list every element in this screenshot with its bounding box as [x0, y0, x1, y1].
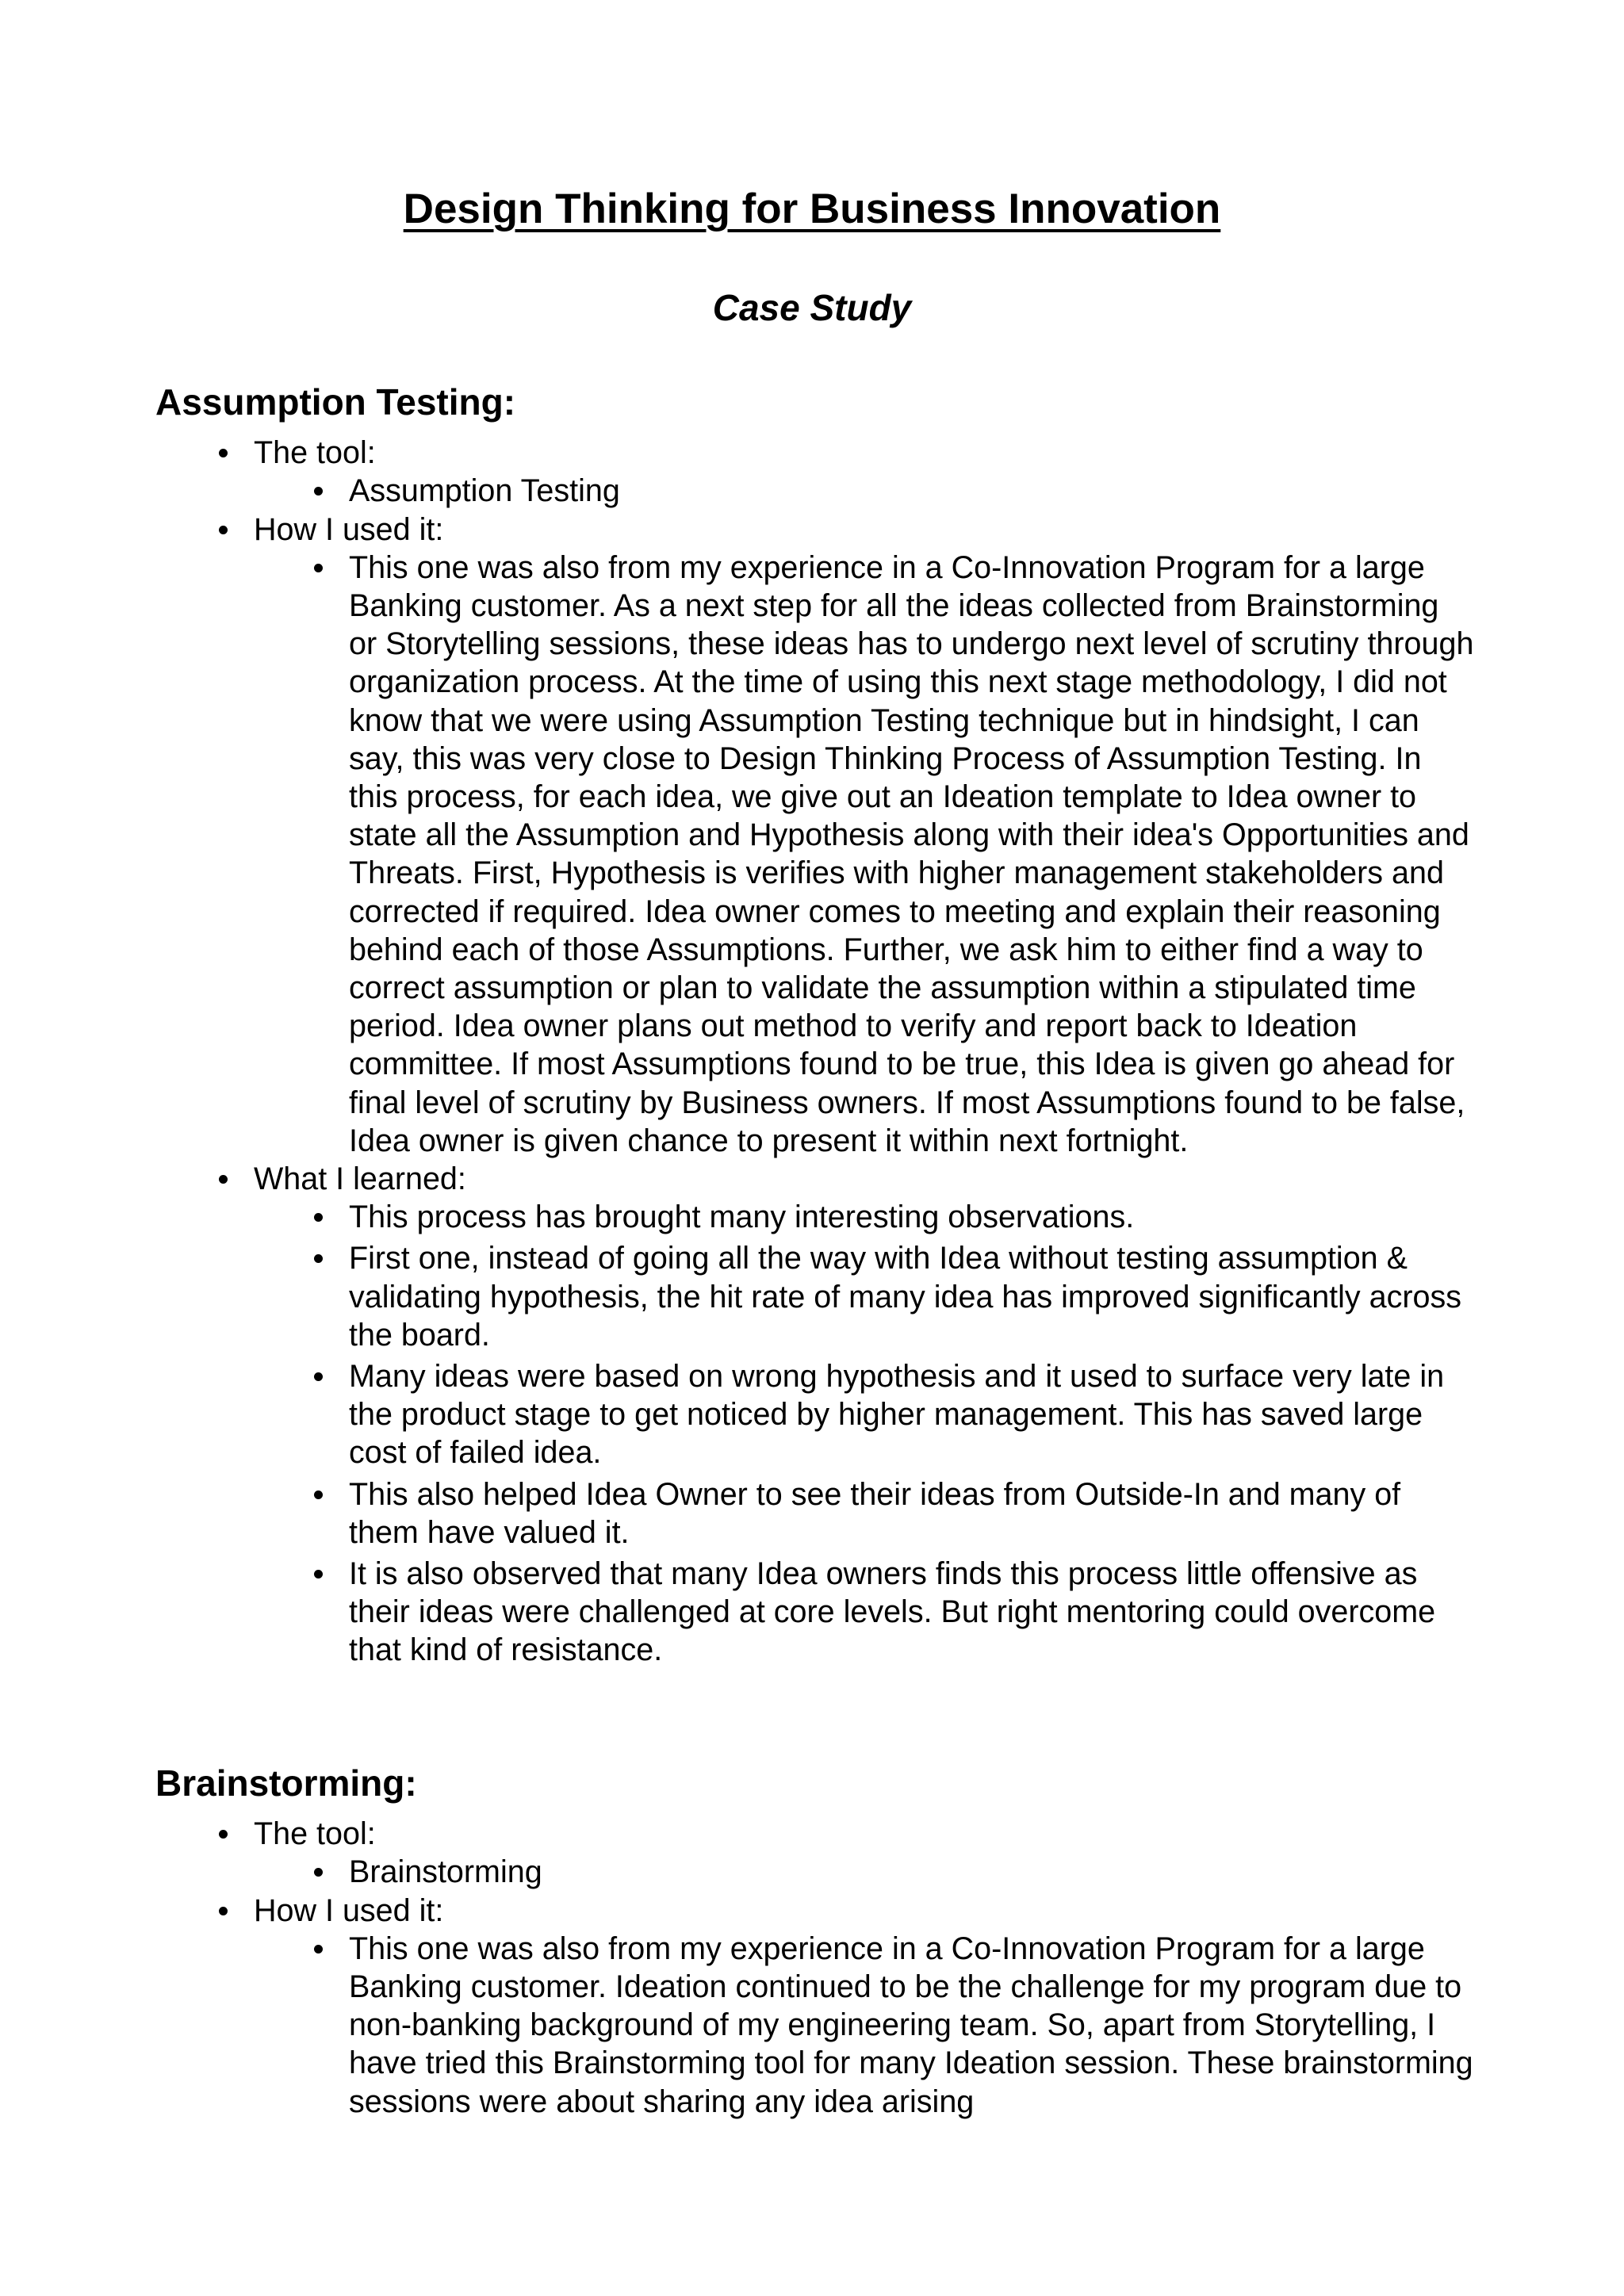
- section-heading: Assumption Testing:: [155, 381, 516, 423]
- sub-list: [254, 472, 1519, 510]
- sub-list: [254, 1853, 1519, 1891]
- list-item-used-label: [155, 1892, 1519, 2121]
- list-item-used-label: [155, 511, 1519, 1160]
- list-item-learned: [155, 1198, 1519, 1236]
- sub-list: [254, 1930, 1519, 2121]
- list-item-text: This one was also from my experience in a Co-Innovation Program for a large Banking customer. Ideation continued to be the challenge for my program due to non-banking background of my engineering team. So, apart from Storytelling, I have tried this Brainstorming tool for many Ideation session. These brainstorming sessions were about sharing any idea arising: [349, 1931, 1473, 2119]
- list-item-tool-label: [155, 1815, 1519, 1891]
- list-item-tool-value: [155, 1853, 1519, 1891]
- document-subtitle: Case Study: [712, 287, 912, 328]
- list-item-text: This one was also from my experience in a Co-Innovation Program for a large Banking customer. As a next step for all the ideas collected from Brainstorming or Storytelling sessions, these ideas has to undergo next level of scrutiny through organization process. At the time of using this next stage methodology, I did not know that we were using Assumption Testing technique but in hindsight, I can say, this was very close to Design Thinking Process of Assumption Testing. In this process, for each idea, we give out an Ideation template to Idea owner to state all the Assumption and Hypothesis along with their idea's Opportunities and Threats. First, Hypothesis is verifies with higher management stakeholders and corrected if required. Idea owner comes to meeting and explain their reasoning behind each of those Assumptions. Further, we ask him to either find a way to correct assumption or plan to validate the assumption within a stipulated time period. Idea owner plans out method to verify and report back to Ideation committee. If most Assumptions found to be true, this Idea is given go ahead for final level of scrutiny by Business owners. If most Assumptions found to be false, Idea owner is given chance to present it within next fortnight.: [349, 549, 1474, 1158]
- list-item-text: How I used it:: [254, 1892, 444, 1928]
- section-list: [155, 1815, 1519, 2121]
- list-item-learned: [155, 1475, 1519, 1552]
- list-item-learned: [155, 1555, 1519, 1670]
- list-item-used-text: [155, 549, 1519, 1160]
- list-item-used-text: [155, 1930, 1519, 2121]
- section-heading: Brainstorming:: [155, 1762, 417, 1804]
- list-item-tool-label: [155, 434, 1519, 510]
- list-item-text: First one, instead of going all the way with Idea without testing assumption & validating hypothesis, the hit rate of many idea has improved significantly across the board.: [349, 1241, 1461, 1353]
- list-item-tool-value: [155, 472, 1519, 510]
- list-item-text: What I learned:: [254, 1161, 466, 1197]
- list-item-learned-label: [155, 1160, 1519, 1670]
- list-item-learned: [155, 1357, 1519, 1472]
- list-item-text: It is also observed that many Idea owners finds this process little offensive as their ideas were challenged at core levels. But right mentoring could overcome that kind of resistance.: [349, 1556, 1436, 1668]
- document-title: Design Thinking for Business Innovation: [403, 186, 1221, 232]
- list-item-text: How I used it:: [254, 511, 444, 547]
- list-item-text: Many ideas were based on wrong hypothesis and it used to surface very late in the product stage to get noticed by higher management. This has saved large cost of failed idea.: [349, 1359, 1445, 1471]
- sub-list: [254, 1198, 1519, 1669]
- section-assumption-testing: [155, 381, 1519, 1670]
- section-brainstorming: [155, 1762, 1519, 2121]
- list-item-learned: [155, 1239, 1519, 1354]
- section-list: [155, 434, 1519, 1670]
- list-item-text: The tool:: [254, 1816, 376, 1852]
- list-item-text: Brainstorming: [349, 1854, 542, 1890]
- list-item-text: This process has brought many interesting observations.: [349, 1200, 1135, 1235]
- sub-list: [254, 549, 1519, 1160]
- list-item-text: The tool:: [254, 435, 376, 471]
- list-item-text: Assumption Testing: [349, 473, 620, 509]
- list-item-text: This also helped Idea Owner to see their ideas from Outside-In and many of them have valued it.: [349, 1476, 1401, 1550]
